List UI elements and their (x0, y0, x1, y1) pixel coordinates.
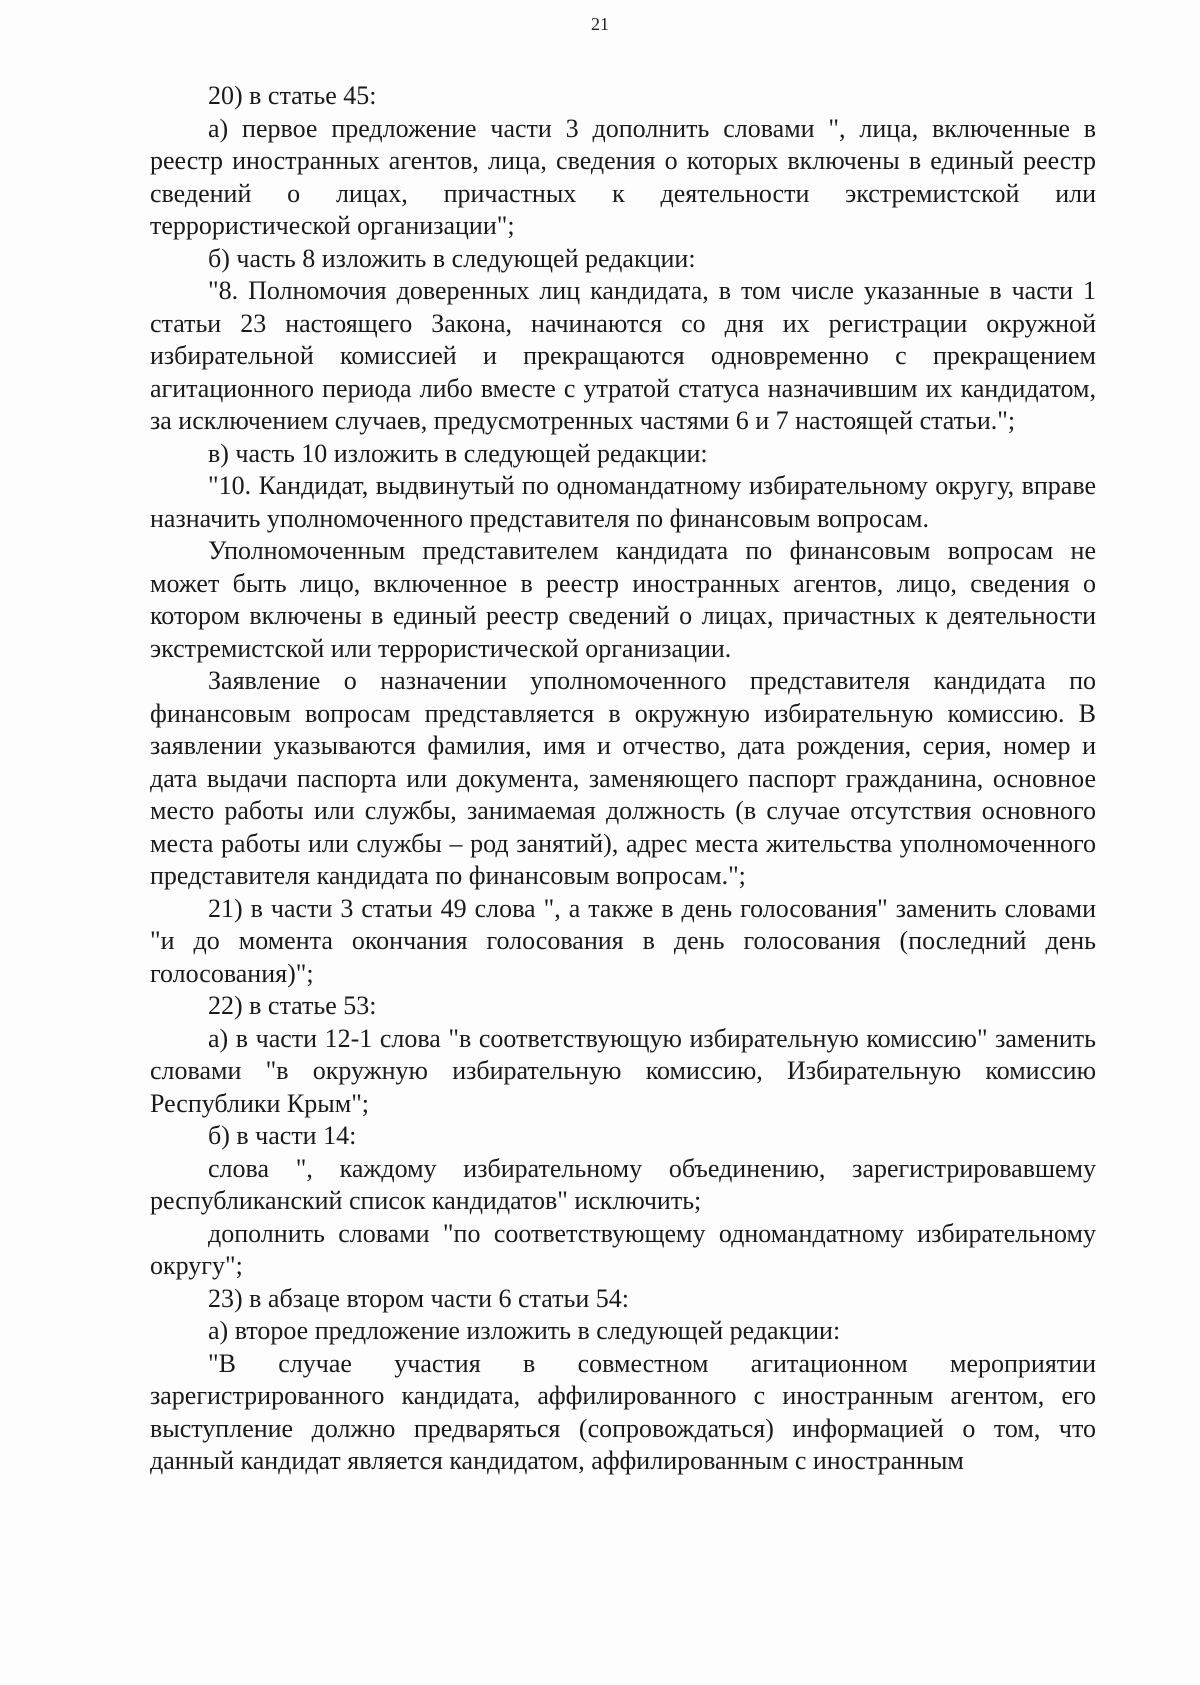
paragraph-20c: в) часть 10 изложить в следующей редакции: (208, 438, 708, 468)
page-number: 21 (591, 14, 609, 34)
paragraph-part-8: "8. Полномочия доверенных лиц кандидата, в том числе указанные в части 1 статьи 23 настоящего Закона, начинаются со дня их регистрации окружной избирательной комиссией и прекращаются одновременно с прекращением агитационного периода либо вместе с утратой статуса назначившим их кандидатом, за исключением случаев, предусмотренных частями 6 и 7 настоящей статьи."; (150, 276, 1096, 435)
paragraph-20a: а) первое предложение части 3 дополнить словами ", лица, включенные в реестр иностранных агентов, лица, сведения о которых включены в единый реестр сведений о лицах, причастных к деятельности экстремистской или террористической организации"; (150, 113, 1096, 240)
paragraph-words-exclude: слова ", каждому избирательному объединению, зарегистрировавшему республиканский список кандидатов" исключить; (150, 1153, 1096, 1215)
paragraph-22b: б) в части 14: (208, 1121, 357, 1150)
document-body (150, 80, 1096, 1478)
paragraph-item-23: 23) в абзаце втором части 6 статьи 54: (208, 1283, 629, 1313)
paragraph-representative-restriction: Уполномоченным представителем кандидата по финансовым вопросам не может быть лицо, включенное в реестр иностранных агентов, лицо, сведения о котором включены в единый реестр сведений о лицах, причастных к деятельности экстремистской или террористической организации. (150, 536, 1096, 663)
paragraph-application: Заявление о назначении уполномоченного представителя кандидата по финансовым вопросам представляется в окружную избирательную комиссию. В заявлении указываются фамилия, имя и отчество, дата рождения, серия, номер и дата выдачи паспорта или документа, заменяющего паспорт гражданина, основное место работы или службы, занимаемая должность (в случае отсутствия основного места работы или службы – род занятий), адрес места жительства уполномоченного представителя кандидата по финансовым вопросам."; (150, 666, 1096, 890)
paragraph-22a: а) в части 12-1 слова "в соответствующую избирательную комиссию" заменить словами "в окружную избирательную комиссию, Избирательную комиссию Республики Крым"; (150, 1023, 1096, 1118)
paragraph-23a: а) второе предложение изложить в следующей редакции: (208, 1316, 841, 1345)
paragraph-words-add: дополнить словами "по соответствующему одномандатному избирательному округу"; (150, 1218, 1096, 1280)
paragraph-item-20: 20) в статье 45: (208, 81, 377, 110)
paragraph-item-21: 21) в части 3 статьи 49 слова ", а также в день голосования" заменить словами "и до момента окончания голосования в день голосования (последний день голосования)"; (150, 893, 1096, 988)
paragraph-new-sentence: "В случае участия в совместном агитационном мероприятии зарегистрированного кандидата, аффилированного с иностранным агентом, его выступление должно предваряться (сопровождаться) информацией о том, что данный кандидат является кандидатом, аффилированным с иностранным (150, 1348, 1096, 1475)
paragraph-item-22: 22) в статье 53: (208, 991, 377, 1020)
paragraph-20b: б) часть 8 изложить в следующей редакции: (208, 243, 696, 273)
paragraph-part-10: "10. Кандидат, выдвинутый по одномандатному избирательному округу, вправе назначить уполномоченного представителя по финансовым вопросам. (150, 471, 1096, 533)
